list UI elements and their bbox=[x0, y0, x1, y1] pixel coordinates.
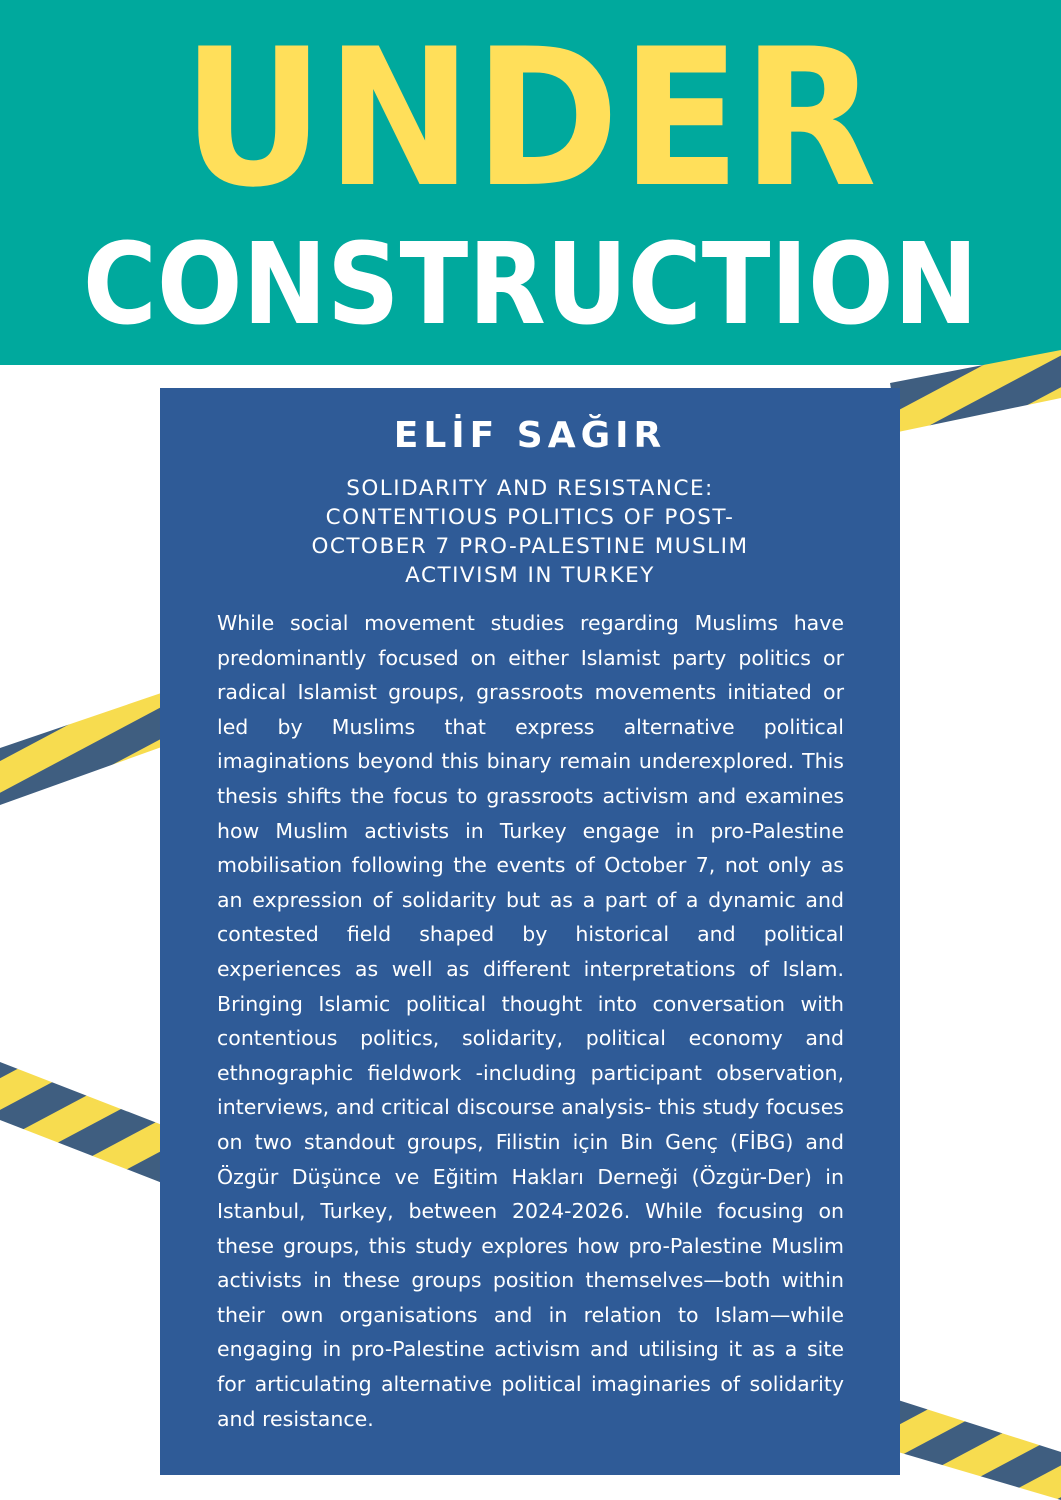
tape-left-lower bbox=[0, 1062, 170, 1186]
abstract-panel bbox=[160, 388, 900, 1475]
tape-right-lower bbox=[898, 1400, 1061, 1500]
tape-left-middle bbox=[0, 690, 170, 805]
title-under: UNDER bbox=[182, 8, 879, 229]
abstract-text: While social movement studies regarding Muslims have predominantly focused on either Islamist party politics or radical Islamist groups, grassroots movements initiated or led by Muslims that express alternative political imaginations beyond this binary remain underexplored. This thesis shifts the focus to grassroots activism and examines how Muslim activists in Turkey engage in pro-Palestine mobilisation following the events of October 7, not only as an expression of solidarity but as a part of a dynamic and contested field shaped by historical and political experiences as well as different interpretations of Islam. Bringing Islamic political thought into conversation with contentious politics, solidarity, political economy and ethnographic fieldwork -including participant observation, interviews, and critical discourse analysis- this study focuses on two standout groups, Filistin için Bin Genç (FİBG) and Özgür Düşünce ve Eğitim Hakları Derneği (Özgür-Der) in Istanbul, Turkey, between 2024-2026. While focusing on these groups, this study explores how pro-Palestine Muslim activists in these groups position themselves—both within their own organisations and in relation to Islam—while engaging in pro-Palestine activism and utilising it as a site for articulating alternative political imaginaries of solidarity and resistance. bbox=[217, 611, 844, 1431]
author-name: ELİF SAĞIR bbox=[393, 415, 667, 456]
tape-top-right bbox=[890, 350, 1061, 432]
thesis-title: SOLIDARITY AND RESISTANCE: CONTENTIOUS POLITICS OF POST-OCTOBER 7 PRO-PALESTINE MUSLIM ACTIVISM IN TURKEY bbox=[311, 476, 749, 588]
title-construction: CONSTRUCTION bbox=[82, 220, 979, 350]
